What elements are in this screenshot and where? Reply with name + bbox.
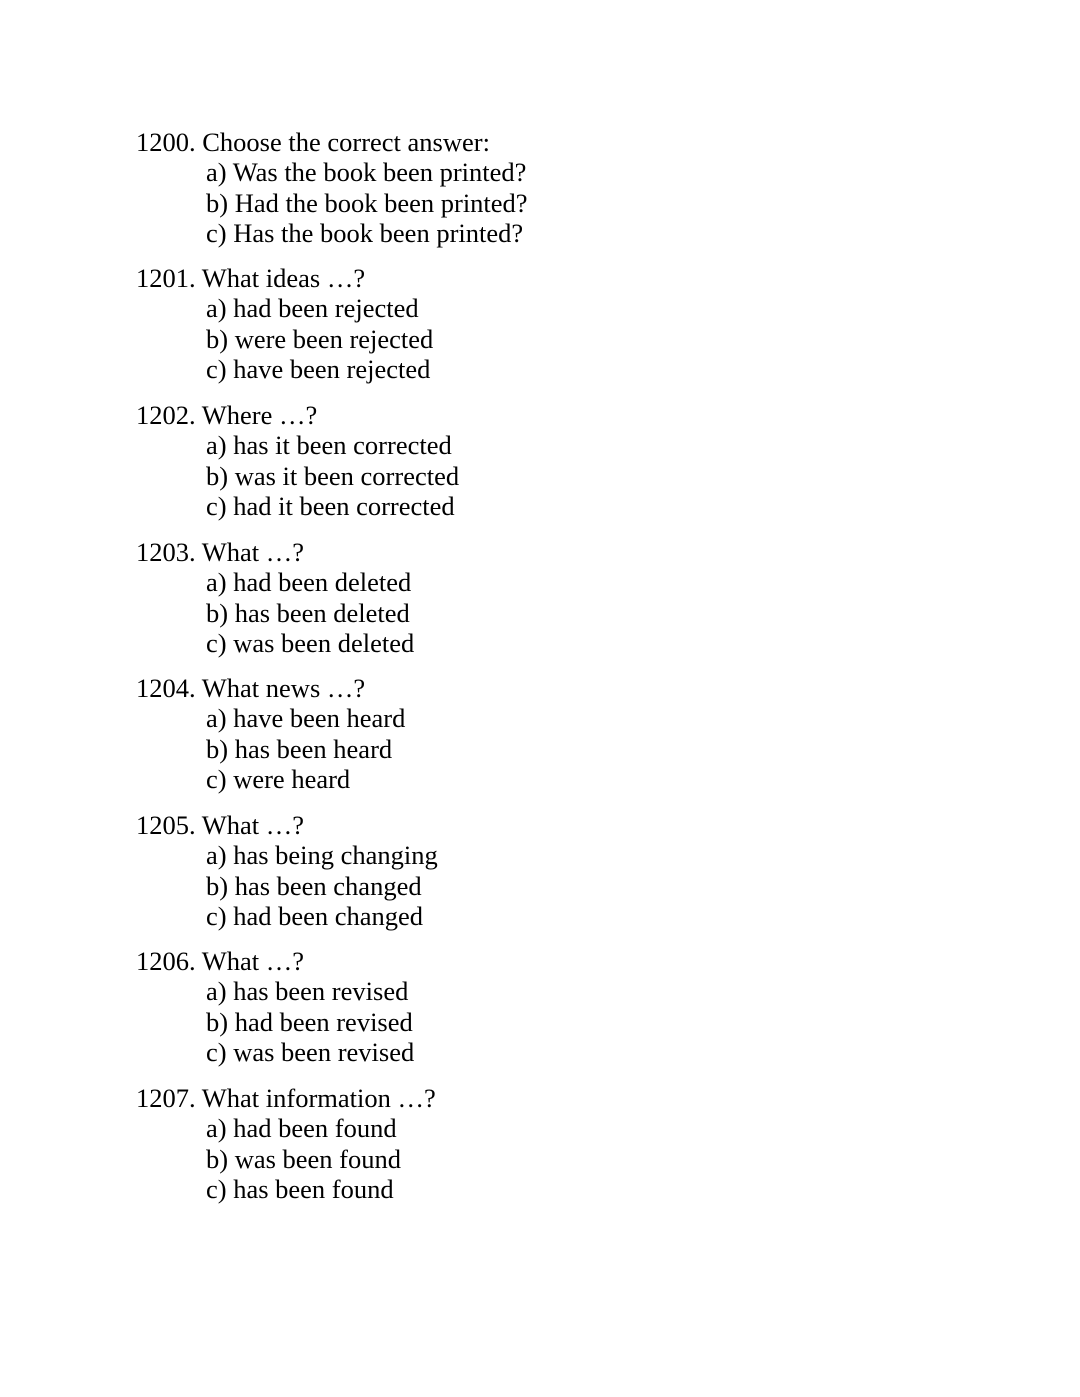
option-a: a) had been deleted [206,567,412,598]
question-heading [136,400,836,430]
answer-options [136,293,836,384]
answer-options [136,976,836,1067]
option-c: c) was been revised [206,1037,415,1068]
question-stem: Choose the correct answer: [202,127,490,157]
question-1202 [136,400,836,522]
option-b: b) was been found [206,1143,402,1174]
option-a: a) has it been corrected [206,430,452,461]
question-stem: What ideas …? [201,263,366,293]
question-heading [136,810,836,840]
option-b: b) had been revised [206,1006,413,1037]
option-c: c) had it been corrected [206,491,455,522]
option-a: a) has been revised [206,976,409,1007]
question-1201 [136,263,836,385]
option-b: b) were been rejected [206,323,434,354]
question-stem: What …? [201,946,305,976]
question-1203 [136,537,836,659]
answer-options [136,430,836,521]
question-number: 1203. [136,537,196,567]
question-number: 1200. [136,127,196,157]
question-1207 [136,1083,836,1205]
option-b: b) Had the book been printed? [206,187,528,218]
question-stem: What …? [201,537,305,567]
question-1204 [136,673,836,795]
answer-options [136,1113,836,1204]
option-a: a) have been heard [206,703,406,734]
question-stem: What …? [201,810,305,840]
question-number: 1206. [136,946,196,976]
question-heading [136,537,836,567]
option-b: b) has been heard [206,733,393,764]
question-number: 1204. [136,673,196,703]
question-stem: What information …? [201,1083,436,1113]
option-a: a) had been rejected [206,293,419,324]
option-b: b) was it been corrected [206,460,460,491]
answer-options [136,157,836,248]
option-b: b) has been changed [206,870,422,901]
option-c: c) were heard [206,764,351,795]
option-a: a) had been found [206,1113,397,1144]
question-1205 [136,810,836,932]
question-heading [136,946,836,976]
answer-options [136,703,836,794]
question-heading [136,127,836,157]
question-1200 [136,127,836,249]
question-heading [136,263,836,293]
option-c: c) was been deleted [206,628,415,659]
answer-options [136,567,836,658]
question-stem: Where …? [201,400,318,430]
question-number: 1201. [136,263,196,293]
option-c: c) have been rejected [206,354,431,385]
question-number: 1207. [136,1083,196,1113]
answer-options [136,840,836,931]
question-heading [136,1083,836,1113]
option-c: c) has been found [206,1174,394,1205]
question-1206 [136,946,836,1068]
question-number: 1205. [136,810,196,840]
option-a: a) has being changing [206,840,438,871]
question-stem: What news …? [201,673,366,703]
option-c: c) had been changed [206,901,424,932]
question-heading [136,673,836,703]
option-a: a) Was the book been printed? [206,157,527,188]
question-number: 1202. [136,400,196,430]
option-b: b) has been deleted [206,597,410,628]
option-c: c) Has the book been printed? [206,218,524,249]
